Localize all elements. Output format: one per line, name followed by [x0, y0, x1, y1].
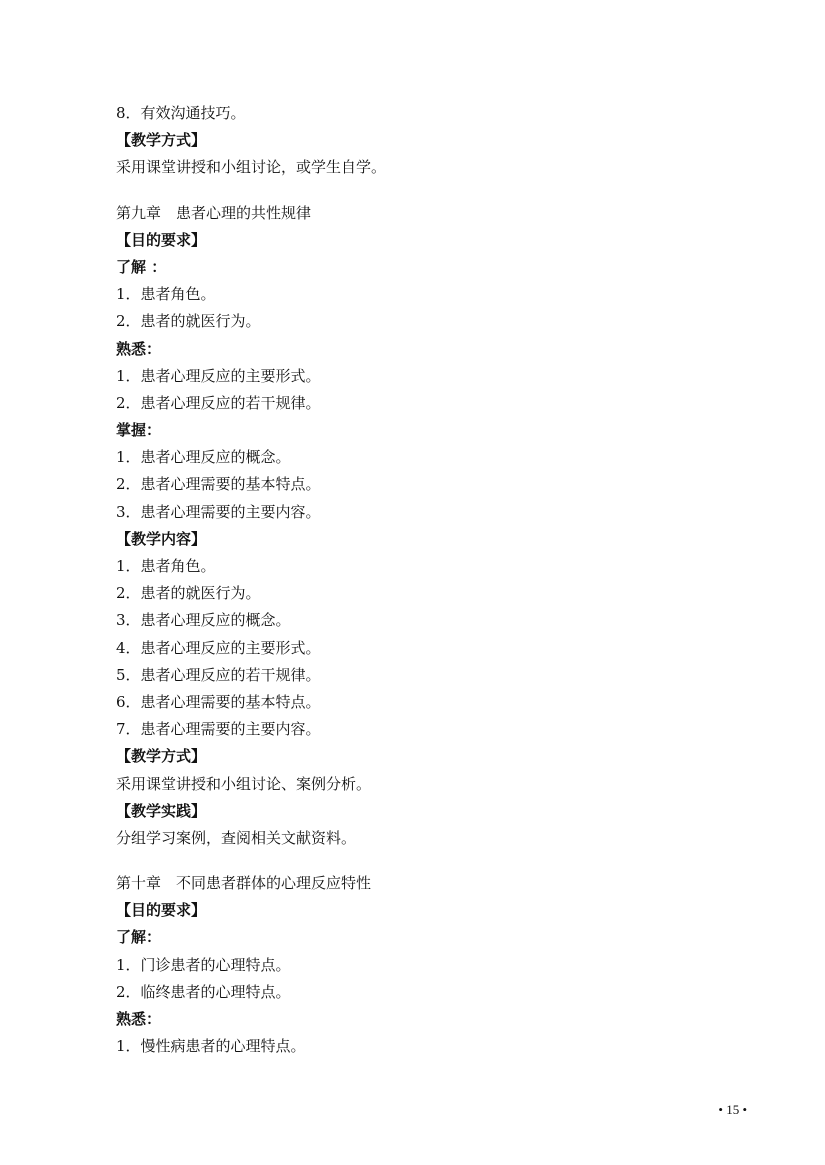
list-item: 2．患者心理反应的若干规律。 [116, 393, 321, 412]
list-item: 2．患者的就医行为。 [116, 312, 261, 331]
chapter-title: 第九章 患者心理的共性规律 [116, 203, 312, 222]
subsection-label: 熟悉： [116, 339, 162, 358]
spacer [116, 852, 756, 870]
section-heading: 【目的要求】 [116, 901, 207, 920]
paragraph: 采用课堂讲授和小组讨论、案例分析。 [116, 774, 372, 793]
document-body [116, 100, 756, 1060]
list-item: 2．患者的就医行为。 [116, 584, 261, 603]
list-item: 6．患者心理需要的基本特点。 [116, 692, 321, 711]
section-heading: 【目的要求】 [116, 230, 207, 249]
list-item: 1．门诊患者的心理特点。 [116, 955, 291, 974]
list-item: 1．患者角色。 [116, 557, 216, 575]
chapter-title: 第十章 不同患者群体的心理反应特性 [116, 874, 372, 893]
section-heading: 【教学方式】 [116, 747, 207, 766]
list-item: 3．患者心理反应的概念。 [116, 611, 291, 630]
subsection-label: 了解： [116, 928, 162, 947]
section-heading: 【教学实践】 [116, 801, 207, 820]
list-item: 1．患者心理反应的概念。 [116, 448, 291, 467]
subsection-label: 熟悉： [116, 1010, 162, 1028]
list-item: 2．临终患者的心理特点。 [116, 982, 291, 1001]
list-item: 1．患者角色。 [116, 285, 216, 304]
page-number: • 15 • [718, 1102, 747, 1117]
list-item: 7．患者心理需要的主要内容。 [116, 720, 321, 739]
list-item: 3．患者心理需要的主要内容。 [116, 502, 321, 521]
list-item: 4．患者心理反应的主要形式。 [116, 638, 321, 657]
section-heading: 【教学内容】 [116, 529, 207, 548]
paragraph: 采用课堂讲授和小组讨论，或学生自学。 [116, 158, 387, 177]
subsection-label: 掌握： [116, 421, 162, 440]
list-item: 1．患者心理反应的主要形式。 [116, 366, 321, 385]
subsection-label: 了解 ： [116, 257, 167, 276]
list-item: 1．慢性病患者的心理特点。 [116, 1037, 306, 1056]
list-item: 8．有效沟通技巧。 [116, 104, 246, 122]
list-item: 2．患者心理需要的基本特点。 [116, 475, 321, 494]
spacer [116, 182, 756, 200]
list-item: 5．患者心理反应的若干规律。 [116, 665, 321, 684]
section-heading: 【教学方式】 [116, 131, 207, 150]
paragraph: 分组学习案例，查阅相关文献资料。 [116, 828, 357, 847]
